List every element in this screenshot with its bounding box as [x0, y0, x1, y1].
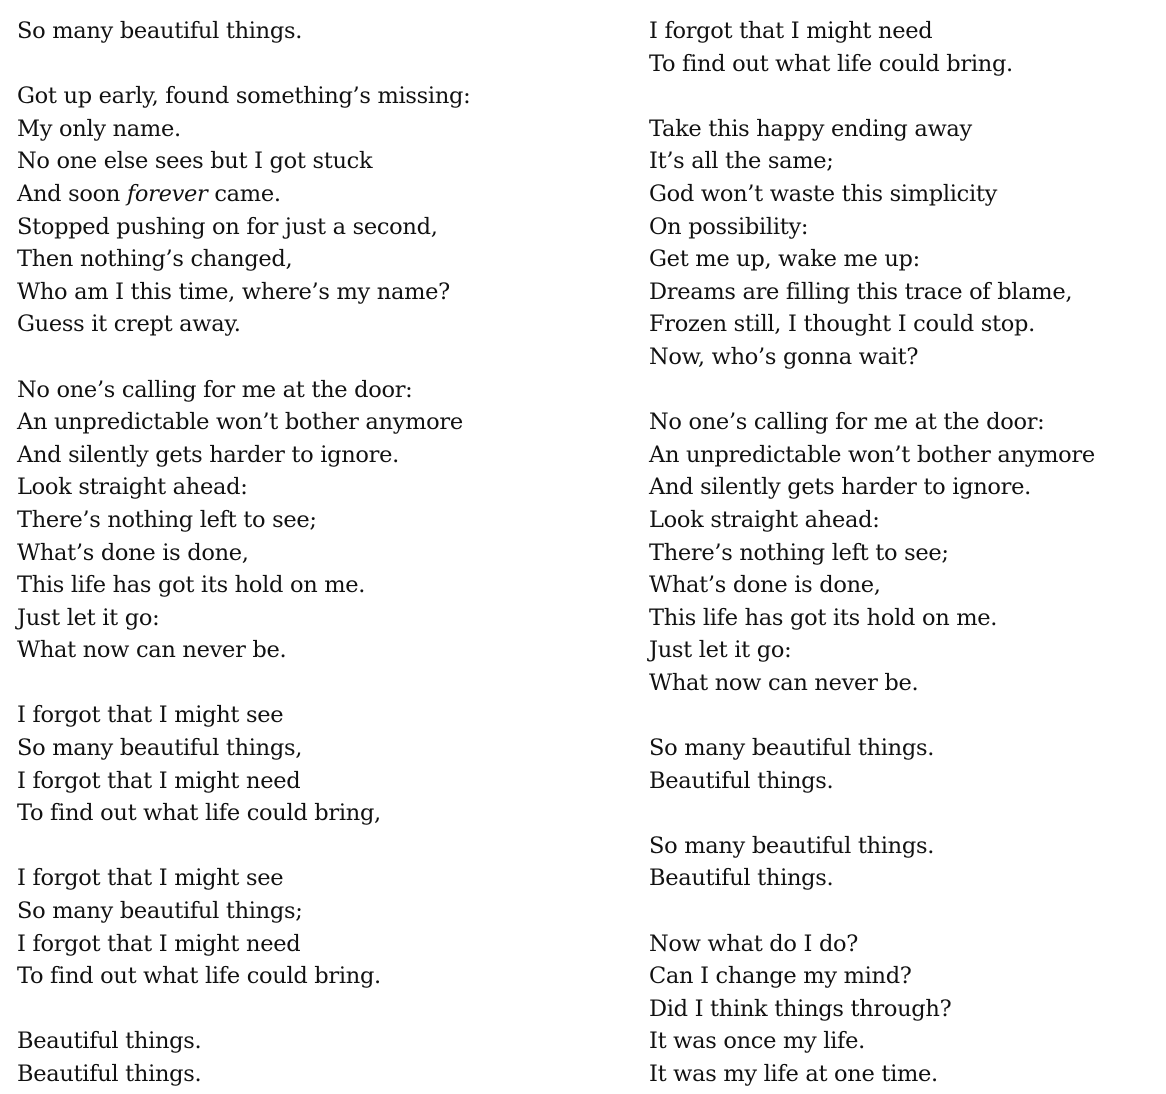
lyric-line: It’s all the same;: [649, 148, 834, 175]
lyric-line: So many beautiful things.: [649, 832, 935, 859]
lyric-line: Then nothing’s changed,: [17, 246, 293, 273]
lyric-line: To find out what life could bring,: [17, 800, 381, 827]
lyric-line: So many beautiful things.: [17, 18, 303, 44]
stanza-break: [649, 895, 1159, 928]
stanza-break: [17, 830, 617, 863]
stanza-break: [649, 797, 1159, 830]
lyrics-column-right: [649, 15, 1159, 1091]
lyric-line: Guess it crept away.: [17, 311, 241, 338]
lyric-line: Just let it go:: [649, 637, 792, 664]
lyric-line: What’s done is done,: [649, 572, 881, 599]
lyric-line: Got up early, found something’s missing:: [17, 83, 471, 110]
stanza-break: [649, 80, 1159, 113]
lyric-line: Look straight ahead:: [17, 474, 248, 501]
lyric-line: I forgot that I might see: [17, 865, 284, 892]
lyric-line: Did I think things through?: [649, 995, 952, 1022]
lyric-line: And silently gets harder to ignore.: [649, 474, 1031, 501]
lyric-line: What’s done is done,: [17, 539, 249, 566]
lyric-line: Dreams are filling this trace of blame,: [649, 278, 1073, 305]
lyric-line: Who am I this time, where’s my name?: [17, 278, 450, 305]
lyric-line: My only name.: [17, 115, 181, 142]
lyric-line: To find out what life could bring.: [17, 963, 381, 990]
stanza-break: [17, 48, 617, 81]
lyric-line: An unpredictable won’t bother anymore: [17, 409, 463, 436]
lyric-line: Beautiful things.: [17, 1028, 202, 1055]
lyric-line: [17, 178, 617, 211]
stanza-break: [17, 993, 617, 1026]
emphasized-word: forever: [126, 180, 208, 207]
lyric-text: And soon: [17, 180, 127, 207]
lyrics-column-left: [17, 15, 617, 1091]
lyric-line: This life has got its hold on me.: [17, 572, 366, 599]
lyric-line: To find out what life could bring.: [649, 50, 1013, 77]
lyric-line: Frozen still, I thought I could stop.: [649, 311, 1035, 338]
lyric-line: Beautiful things.: [649, 767, 834, 794]
lyric-line: There’s nothing left to see;: [649, 539, 949, 566]
lyric-line: Now, who’s gonna wait?: [649, 343, 919, 370]
stanza-break: [17, 667, 617, 700]
lyric-line: It was once my life.: [649, 1028, 865, 1055]
lyric-line: So many beautiful things,: [17, 735, 303, 762]
lyric-line: I forgot that I might need: [649, 18, 933, 44]
stanza-break: [17, 341, 617, 374]
lyric-line: Get me up, wake me up:: [649, 246, 920, 273]
lyric-line: I forgot that I might need: [17, 930, 301, 957]
lyric-line: Now what do I do?: [649, 930, 859, 957]
lyric-line: God won’t waste this simplicity: [649, 180, 997, 207]
lyric-line: Beautiful things.: [649, 865, 834, 892]
lyric-line: This life has got its hold on me.: [649, 604, 998, 631]
lyric-line: Can I change my mind?: [649, 963, 912, 990]
lyric-line: No one else sees but I got stuck: [17, 148, 373, 175]
lyric-line: And silently gets harder to ignore.: [17, 441, 399, 468]
lyric-line: Just let it go:: [17, 604, 160, 631]
lyric-line: Look straight ahead:: [649, 506, 880, 533]
lyric-line: An unpredictable won’t bother anymore: [649, 441, 1095, 468]
lyric-line: It was my life at one time.: [649, 1061, 938, 1087]
lyric-line: I forgot that I might need: [17, 767, 301, 794]
lyric-line: Stopped pushing on for just a second,: [17, 213, 438, 240]
lyric-line: What now can never be.: [649, 669, 919, 696]
lyric-line: No one’s calling for me at the door:: [649, 409, 1045, 436]
lyric-line: There’s nothing left to see;: [17, 506, 317, 533]
stanza-break: [649, 699, 1159, 732]
lyric-line: I forgot that I might see: [17, 702, 284, 729]
stanza-break: [649, 374, 1159, 407]
lyric-line: Take this happy ending away: [649, 115, 972, 142]
lyric-text: came.: [207, 180, 281, 207]
lyric-line: Beautiful things.: [17, 1061, 202, 1087]
lyric-line: So many beautiful things.: [649, 735, 935, 762]
lyric-line: No one’s calling for me at the door:: [17, 376, 413, 403]
lyric-line: So many beautiful things;: [17, 898, 303, 925]
lyric-line: On possibility:: [649, 213, 809, 240]
lyric-line: What now can never be.: [17, 637, 287, 664]
